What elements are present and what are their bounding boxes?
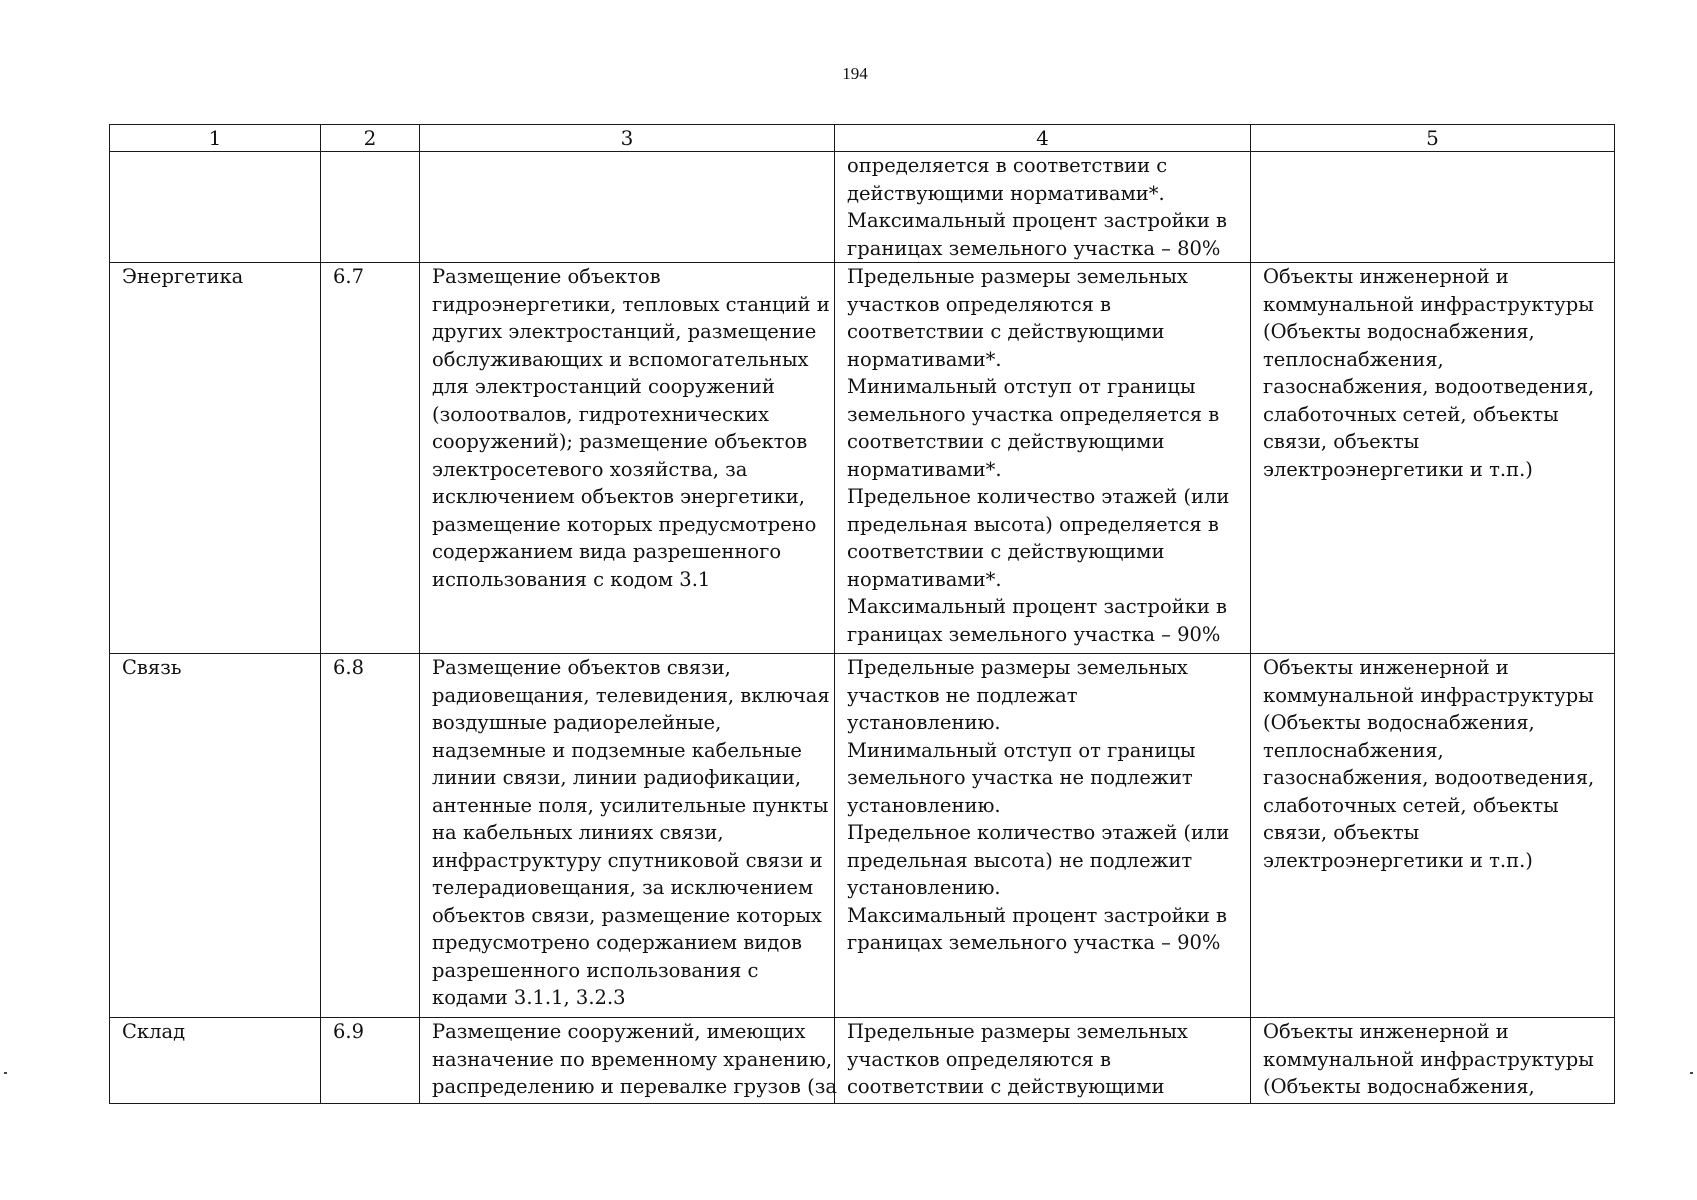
cell-text-line: телерадиовещания, за исключением (432, 876, 814, 899)
cell-text-line: предельная высота) не подлежит (847, 848, 1193, 872)
cell-text-line: линии связи, линии радиофикации, (432, 766, 802, 789)
column-header-2: 2 (321, 125, 420, 152)
cell-text-line: земельного участка не подлежит (847, 766, 1193, 789)
scan-edge-mark (4, 1072, 7, 1074)
cell-text-line: электроэнергетики и т.п.) (1263, 848, 1533, 872)
cell-text-line: воздушные радиорелейные, (432, 711, 722, 734)
column-header-5: 5 (1251, 125, 1615, 152)
cell-text-line: нормативами*. (847, 347, 1002, 371)
table-row (110, 263, 1615, 654)
cell-text-line: Предельные размеры земельных (847, 1020, 1188, 1043)
cell-text-line: коммунальной инфраструктуры (1263, 1047, 1594, 1071)
table-row (110, 654, 1615, 1018)
auxiliary-use-cell (1251, 152, 1615, 263)
use-name-cell (110, 152, 321, 263)
cell-text-line: Размещение объектов (432, 265, 661, 288)
cell-text-line: связи, объекты (1263, 821, 1420, 844)
cell-text-line: размещение которых предусмотрено (432, 512, 817, 536)
parameters-cell (835, 1018, 1251, 1104)
use-code-cell: 6.9 (321, 1018, 420, 1104)
auxiliary-use-cell (1251, 654, 1615, 1018)
cell-text-line: кодами 3.1.1, 3.2.3 (432, 986, 626, 1009)
cell-text-line: электросетевого хозяйства, за (432, 457, 748, 481)
page-number: 194 (842, 64, 868, 83)
description-cell (420, 263, 835, 654)
use-name-cell: Связь (110, 654, 321, 1018)
cell-text-line: предусмотрено содержанием видов (432, 931, 802, 954)
cell-text-line: границах земельного участка – 80% (847, 236, 1221, 260)
cell-text-line: Предельные размеры земельных (847, 656, 1188, 679)
use-code-cell: 6.7 (321, 263, 420, 654)
parameters-cell (835, 152, 1251, 263)
cell-text-line: использования с кодом 3.1 (432, 567, 711, 591)
cell-text-line: границах земельного участка – 90% (847, 931, 1221, 954)
cell-text-line: (золоотвалов, гидротехнических (432, 402, 770, 426)
auxiliary-use-cell (1251, 263, 1615, 654)
cell-text-line: Предельное количество этажей (или (847, 485, 1230, 508)
table-header-row (110, 125, 1615, 152)
cell-text-line: участков не подлежат (847, 683, 1078, 707)
parameters-cell (835, 263, 1251, 654)
cell-text-line: установлению. (847, 793, 1001, 817)
cell-text-line: Минимальный отступ от границы (847, 738, 1196, 762)
description-cell (420, 152, 835, 263)
table-row (110, 1018, 1615, 1104)
cell-text-line: сооружений); размещение объектов (432, 430, 808, 453)
cell-text-line: коммунальной инфраструктуры (1263, 292, 1594, 316)
cell-text-line: теплоснабжения, (1263, 738, 1444, 762)
column-header-1: 1 (110, 125, 321, 152)
cell-text-line: Размещение сооружений, имеющих (432, 1020, 806, 1043)
cell-text-line: связи, объекты (1263, 430, 1420, 453)
scan-edge-mark (1690, 1072, 1693, 1074)
cell-text-line: соответствии с действующими (847, 430, 1165, 453)
cell-text-line: Размещение объектов связи, (432, 656, 731, 679)
cell-text-line: теплоснабжения, (1263, 347, 1444, 371)
use-code-cell: 6.8 (321, 654, 420, 1018)
cell-text-line: границах земельного участка – 90% (847, 622, 1221, 646)
cell-text-line: содержанием вида разрешенного (432, 540, 782, 563)
cell-text-line: участков определяются в (847, 292, 1111, 316)
cell-text-line: Предельное количество этажей (или (847, 821, 1230, 844)
cell-text-line: инфраструктуру спутниковой связи и (432, 848, 823, 872)
cell-text-line: распределению и перевалке грузов (за (432, 1075, 837, 1098)
cell-text-line: разрешенного использования с (432, 958, 759, 982)
cell-text-line: соответствии с действующими (847, 1075, 1165, 1098)
use-code-cell (321, 152, 420, 263)
cell-text-line: (Объекты водоснабжения, (1263, 320, 1535, 343)
cell-text-line: гидроэнергетики, тепловых станций и (432, 292, 830, 316)
cell-text-line: участков определяются в (847, 1047, 1111, 1071)
land-use-table (109, 124, 1615, 1104)
cell-text-line: нормативами*. (847, 457, 1002, 481)
use-name-cell: Склад (110, 1018, 321, 1104)
cell-text-line: газоснабжения, водоотведения, (1263, 766, 1595, 789)
cell-text-line: других электростанций, размещение (432, 320, 817, 343)
cell-text-line: Максимальный процент застройки в (847, 903, 1228, 927)
cell-text-line: электроэнергетики и т.п.) (1263, 457, 1533, 481)
cell-text-line: надземные и подземные кабельные (432, 738, 802, 762)
cell-text-line: исключением объектов энергетики, (432, 485, 805, 508)
cell-text-line: Объекты инженерной и (1263, 656, 1509, 679)
cell-text-line: (Объекты водоснабжения, (1263, 1075, 1535, 1098)
table-row (110, 152, 1615, 263)
cell-text-line: объектов связи, размещение которых (432, 903, 822, 927)
use-name-cell: Энергетика (110, 263, 321, 654)
cell-text-line: для электростанций сооружений (432, 375, 775, 398)
cell-text-line: Максимальный процент застройки в (847, 595, 1228, 618)
cell-text-line: на кабельных линиях связи, (432, 821, 724, 844)
cell-text-line: соответствии с действующими (847, 540, 1165, 563)
description-cell (420, 1018, 835, 1104)
cell-text-line: предельная высота) определяется в (847, 512, 1219, 536)
cell-text-line: Объекты инженерной и (1263, 265, 1509, 288)
cell-text-line: земельного участка определяется в (847, 402, 1220, 426)
cell-text-line: Объекты инженерной и (1263, 1020, 1509, 1043)
cell-text-line: соответствии с действующими (847, 320, 1165, 343)
cell-text-line: слаботочных сетей, объекты (1263, 402, 1559, 426)
cell-text-line: (Объекты водоснабжения, (1263, 711, 1535, 734)
cell-text-line: назначение по временному хранению, (432, 1047, 833, 1071)
cell-text-line: установлению. (847, 711, 1001, 734)
parameters-cell (835, 654, 1251, 1018)
cell-text-line: нормативами*. (847, 567, 1002, 591)
cell-text-line: Предельные размеры земельных (847, 265, 1188, 288)
cell-text-line: действующими нормативами*. (847, 181, 1165, 205)
cell-text-line: слаботочных сетей, объекты (1263, 793, 1559, 817)
cell-text-line: коммунальной инфраструктуры (1263, 683, 1594, 707)
column-header-4: 4 (835, 125, 1251, 152)
cell-text-line: Максимальный процент застройки в (847, 209, 1228, 232)
cell-text-line: радиовещания, телевидения, включая (432, 683, 830, 707)
table-body (110, 152, 1615, 1104)
cell-text-line: антенные поля, усилительные пункты (432, 793, 829, 817)
cell-text-line: определяется в соответствии с (847, 154, 1168, 177)
cell-text-line: газоснабжения, водоотведения, (1263, 375, 1595, 398)
cell-text-line: обслуживающих и вспомогательных (432, 347, 809, 371)
cell-text-line: Минимальный отступ от границы (847, 375, 1196, 398)
cell-text-line: установлению. (847, 876, 1001, 899)
auxiliary-use-cell (1251, 1018, 1615, 1104)
description-cell (420, 654, 835, 1018)
column-header-3: 3 (420, 125, 835, 152)
